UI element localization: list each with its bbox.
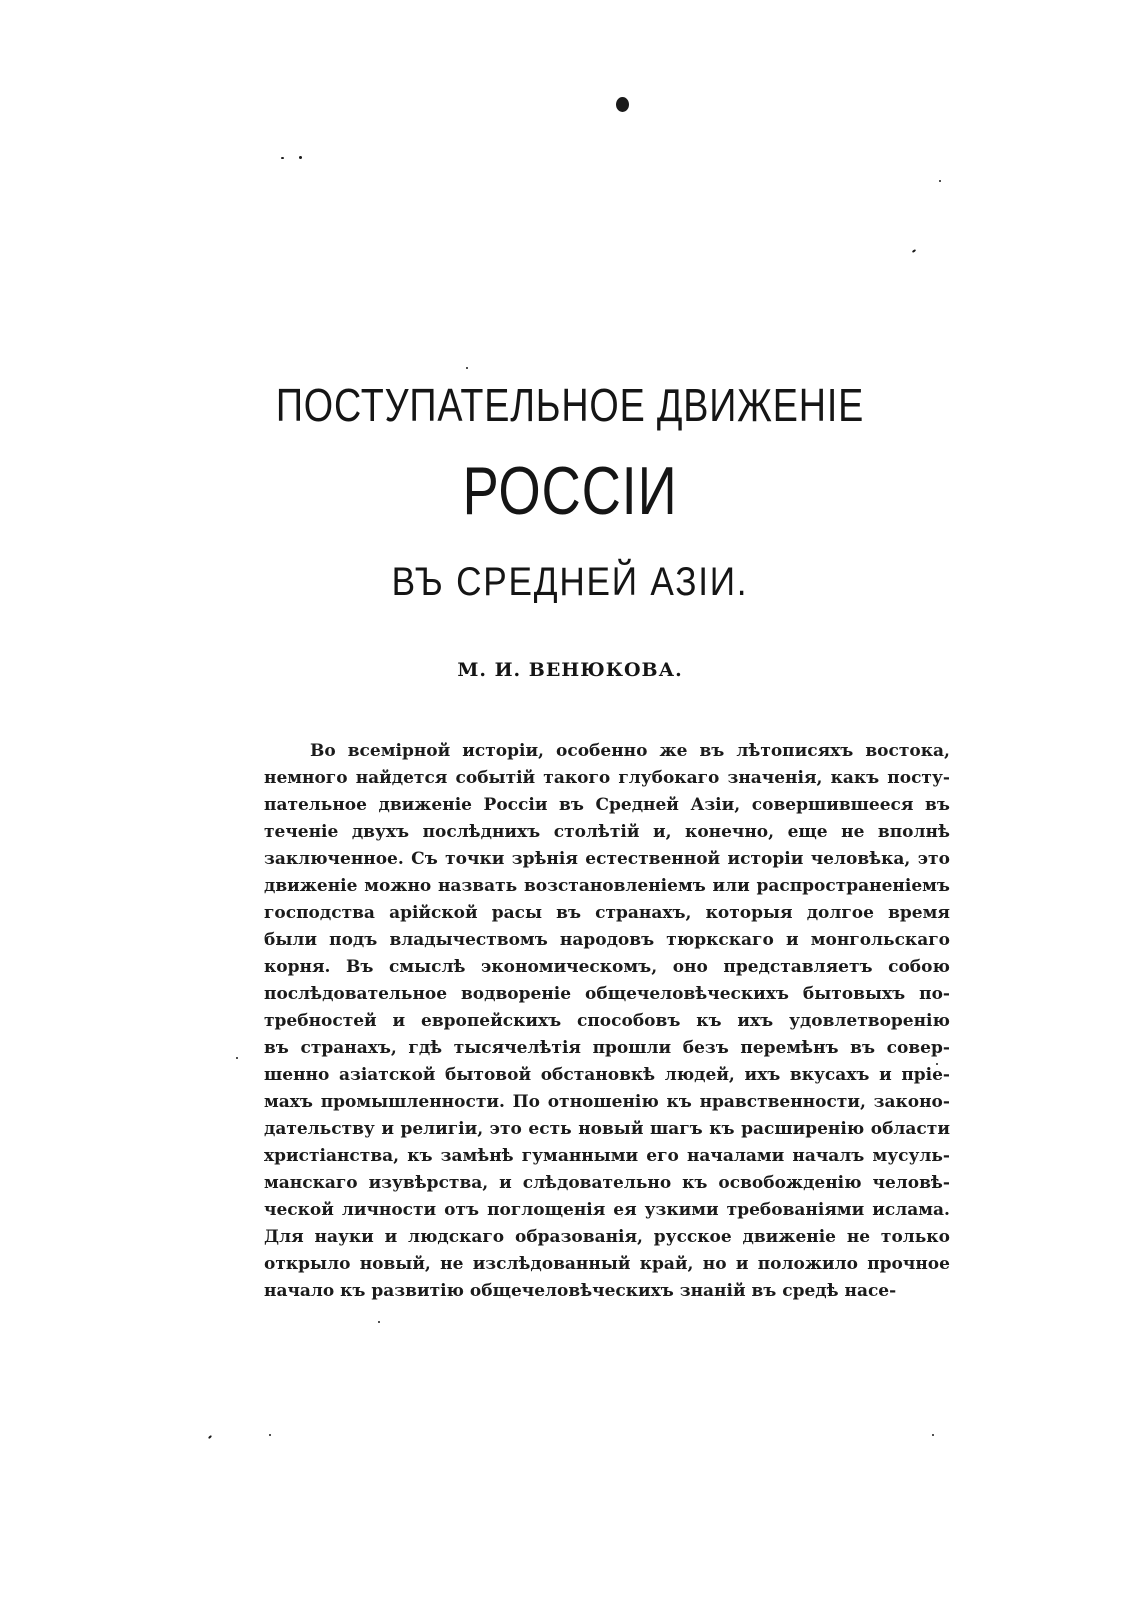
scan-speck (939, 180, 941, 182)
body-line: махъ промышленности. По отношенію къ нравственности, законо- (264, 1092, 950, 1112)
body-line: Для науки и людскаго образованія, русское движеніе не только (264, 1227, 950, 1247)
body-line: корня. Въ смыслѣ экономическомъ, оно представляетъ собою (264, 957, 950, 977)
body-line: движеніе можно назвать возстановленіемъ или распространеніемъ (264, 876, 950, 896)
body-line: начало къ развитію общечеловѣческихъ знаній въ средѣ насе- (264, 1281, 897, 1301)
author-name: М. И. ВЕНЮКОВА. (457, 659, 683, 681)
body-line: немного найдется событій такого глубокаго значенія, какъ посту- (264, 768, 950, 788)
body-line: требностей и европейскихъ способовъ къ ихъ удовлетворенію (264, 1011, 950, 1031)
body-line: открыло новый, не изслѣдованный край, но и положило прочное (264, 1254, 950, 1274)
scan-speck (269, 1434, 271, 1436)
body-line: послѣдовательное водвореніе общечеловѣческихъ бытовыхъ по- (264, 984, 950, 1004)
scan-speck (208, 1435, 212, 1439)
body-paragraph (264, 738, 950, 1305)
body-line: были подъ владычествомъ народовъ тюркскаго и монгольскаго (264, 930, 950, 950)
scan-speck (299, 156, 302, 159)
body-line: въ странахъ, гдѣ тысячелѣтія прошли безъ перемѣнъ въ совер- (264, 1038, 950, 1058)
body-line: манскаго изувѣрства, и слѣдовательно къ освобожденію человѣ- (264, 1173, 950, 1193)
title-line-2: РОССІИ (462, 453, 678, 529)
body-line: христіанства, къ замѣнѣ гуманными его началами началъ мусуль- (264, 1146, 950, 1166)
scan-speck (236, 1057, 238, 1059)
scan-speck (932, 1434, 934, 1436)
scan-speck (281, 157, 284, 159)
title-line-3: ВЪ СРЕДНЕЙ АЗІИ. (391, 560, 749, 604)
body-line: заключенное. Съ точки зрѣнія естественной исторіи человѣка, это (264, 849, 950, 869)
body-line: шенно азіатской бытовой обстановкѣ людей, ихъ вкусахъ и пріе- (264, 1065, 950, 1085)
body-line: теченіе двухъ послѣднихъ столѣтій и, конечно, еще не вполнѣ (264, 822, 950, 842)
body-line: дательству и религіи, это есть новый шагъ къ расширенію области (264, 1119, 950, 1139)
body-line: ческой личности отъ поглощенія ея узкими требованіями ислама. (264, 1200, 950, 1220)
title-line-1: ПОСТУПАТЕЛЬНОЕ ДВИЖЕНІЕ (275, 379, 865, 431)
body-line: пательное движеніе Россіи въ Средней Азіи, совершившееся въ (264, 795, 950, 815)
body-line: господства арійской расы въ странахъ, которыя долгое время (264, 903, 950, 923)
scan-speck (466, 367, 468, 369)
scan-speck (378, 1321, 380, 1323)
scan-speck (912, 249, 916, 253)
body-line: Во всемірной исторіи, особенно же въ лѣтописяхъ востока, (310, 741, 950, 761)
ink-blot (616, 97, 629, 112)
